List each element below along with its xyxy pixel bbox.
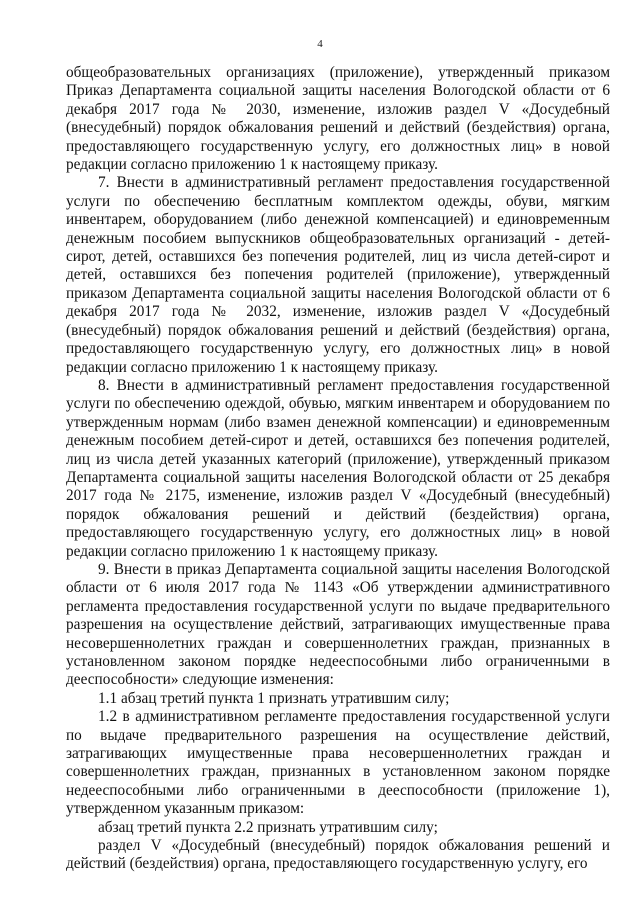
paragraph-item-9: 9. Внести в приказ Департамента социальной защиты населения Вологодской области от 6 июля 2017 года № 1143 «Об утверждении административного регламента предоставления государственной услуги по выдаче предварительного разрешения на осуществление действий, затрагивающих имущественные права несовершеннолетних граждан и совершеннолетних граждан, признанных в установленном законом порядке недееспособными либо ограниченными в дееспособности» следующие изменения:	[66, 560, 610, 689]
paragraph-subitem-1-1: 1.1 абзац третий пункта 1 признать утратившим силу;	[98, 689, 450, 707]
document-body	[66, 64, 610, 874]
paragraph-item-8: 8. Внести в административный регламент предоставления государственной услуги по обеспечению одеждой, обувью, мягким инвентарем и оборудованием по утвержденным нормам (либо взамен денежной компенсации) и единовременным денежным пособием детей-сирот и детей, оставшихся без попечения родителей, лиц из числа детей указанных категорий (приложение), утвержденный приказом Департамента социальной защиты населения Вологодской области от 25 декабря 2017 года № 2175, изменение, изложив раздел V «Досудебный (внесудебный) порядок обжалования решений и действий (бездействия) органа, предоставляющего государственную услугу, его должностных лиц» в новой редакции согласно приложению 1 к настоящему приказу.	[66, 376, 610, 560]
paragraph-item-7: 7. Внести в административный регламент предоставления государственной услуги по обеспечению бесплатным комплектом одежды, обуви, мягким инвентарем, оборудованием (либо денежной компенсацией) и единовременным денежным пособием выпускников общеобразовательных организаций - детей-сирот, детей, оставшихся без попечения родителей, лиц из числа детей-сирот и детей, оставшихся без попечения родителей (приложение), утвержденный приказом Департамента социальной защиты населения Вологодской области от 6 декабря 2017 года № 2032, изменение, изложив раздел V «Досудебный (внесудебный) порядок обжалования решений и действий (бездействия) органа, предоставляющего государственную услугу, его должностных лиц» в новой редакции согласно приложению 1 к настоящему приказу.	[66, 174, 610, 376]
paragraph-razdel-v: раздел V «Досудебный (внесудебный) порядок обжалования решений и действий (бездействия) органа, предоставляющего государственную услугу, его	[66, 837, 610, 873]
paragraph-continuation: общеобразовательных организациях (приложение), утвержденный приказом Приказ Департамента социальной защиты населения Вологодской области от 6 декабря 2017 года № 2030, изменение, изложив раздел V «Досудебный (внесудебный) порядок обжалования решений и действий (бездействия) органа, предоставляющего государственную услугу, его должностных лиц» в новой редакции согласно приложению 1 к настоящему приказу.	[66, 64, 610, 174]
page-number: 4	[317, 38, 323, 50]
paragraph-subitem-1-2: 1.2 в административном регламенте предоставления государственной услуги по выдаче предварительного разрешения на осуществление действий, затрагивающих имущественные права несовершеннолетних граждан и совершеннолетних граждан, признанных в установленном законом порядке недееспособными либо ограниченными в дееспособности (приложение 1), утвержденном указанным приказом:	[66, 708, 610, 818]
paragraph-abzac: абзац третий пункта 2.2 признать утратившим силу;	[98, 818, 438, 836]
